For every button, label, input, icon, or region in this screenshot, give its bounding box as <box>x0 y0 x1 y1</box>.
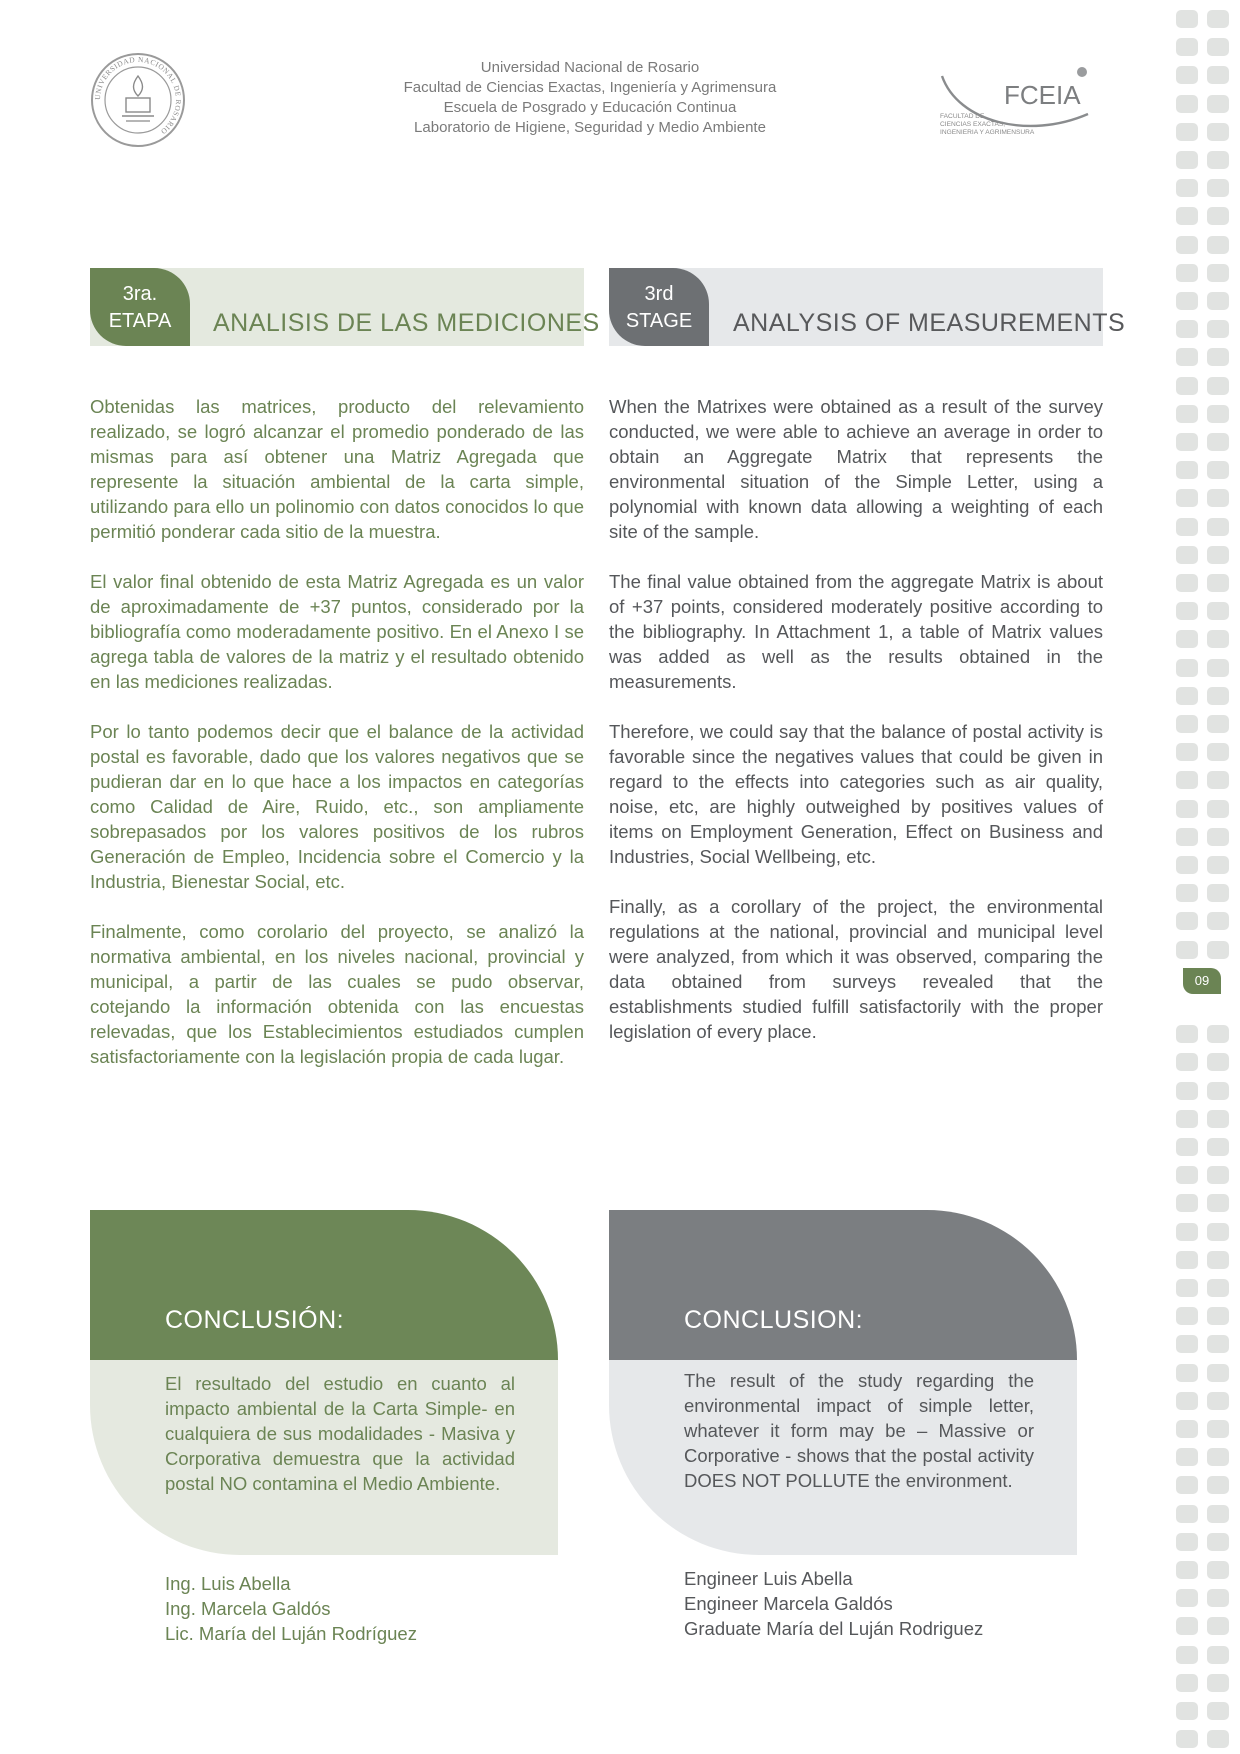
decorative-square <box>1207 1448 1229 1466</box>
english-conclusion-text: The result of the study regarding the environmental impact of simple letter, whatever it form may be – Massive or Corporative - shows that the postal activity DOES NOT POLLUTE the environment. <box>684 1370 1034 1491</box>
spanish-body-column <box>90 394 584 1094</box>
english-signature-line: Engineer Marcela Galdós <box>684 1593 893 1614</box>
decorative-square <box>1176 264 1198 282</box>
seal-text: UNIVERSIDAD NACIONAL DE ROSARIO <box>92 54 184 137</box>
decorative-square <box>1207 912 1229 930</box>
decorative-square <box>1176 433 1198 451</box>
decorative-square <box>1207 828 1229 846</box>
decorative-square <box>1176 1392 1198 1410</box>
decorative-square <box>1207 1392 1229 1410</box>
decorative-square <box>1207 1533 1229 1551</box>
decorative-square <box>1207 856 1229 874</box>
decorative-square <box>1207 95 1229 113</box>
english-conclusion-header <box>609 1210 1077 1360</box>
decorative-square <box>1207 1730 1229 1748</box>
decorative-square <box>1176 207 1198 225</box>
decorative-square <box>1176 1307 1198 1325</box>
decorative-square <box>1207 1223 1229 1241</box>
decorative-square <box>1176 38 1198 56</box>
decorative-square <box>1207 1589 1229 1607</box>
header-line-university: Universidad Nacional de Rosario <box>480 59 700 76</box>
decorative-square <box>1176 1194 1198 1212</box>
decorative-square <box>1176 659 1198 677</box>
decorative-square <box>1176 1420 1198 1438</box>
decorative-square <box>1207 1335 1229 1353</box>
decorative-square <box>1176 630 1198 648</box>
decorative-square <box>1176 348 1198 366</box>
decorative-square <box>1207 1364 1229 1382</box>
decorative-square <box>1176 1335 1198 1353</box>
university-seal-logo <box>90 52 186 148</box>
decorative-square <box>1207 659 1229 677</box>
logo-subtext-3: INGENIERIA Y AGRIMENSURA <box>940 129 1035 136</box>
decorative-square <box>1176 1702 1198 1720</box>
english-signatures <box>684 1566 983 1641</box>
decorative-square <box>1176 10 1198 28</box>
decorative-square <box>1207 151 1229 169</box>
decorative-square <box>1176 66 1198 84</box>
header-line-laboratory: Laboratorio de Higiene, Seguridad y Medio Ambiente <box>414 119 766 136</box>
english-body-column <box>609 394 1103 1069</box>
decorative-square <box>1176 1166 1198 1184</box>
logo-subtext-2: CIENCIAS EXACTAS, <box>940 121 1006 128</box>
decorative-square <box>1176 489 1198 507</box>
institution-header <box>380 58 800 138</box>
decorative-square <box>1176 1646 1198 1664</box>
decorative-square <box>1207 433 1229 451</box>
spanish-signature-line: Ing. Luis Abella <box>165 1573 291 1594</box>
decorative-square <box>1207 10 1229 28</box>
decorative-square <box>1207 1420 1229 1438</box>
decorative-square <box>1176 123 1198 141</box>
decorative-square <box>1207 1476 1229 1494</box>
decorative-square <box>1207 574 1229 592</box>
decorative-square <box>1207 1194 1229 1212</box>
decorative-square <box>1176 1223 1198 1241</box>
english-paragraph: The final value obtained from the aggregate Matrix is about of +37 points, considered moderately positive according to the bibliography. In Attachment 1, a table of Matrix values was added as well as the results obtained in the measurements. <box>609 571 1103 692</box>
spanish-paragraph: El valor final obtenido de esta Matriz Agregada es un valor de aproximadamente de +37 puntos, considerado por la bibliografía como moderadamente positivo. En el Anexo I se agrega tabla de valores de la matriz y el resultado obtenido en las mediciones realizadas. <box>90 571 584 692</box>
decorative-square <box>1176 1110 1198 1128</box>
decorative-square <box>1207 320 1229 338</box>
decorative-square <box>1176 828 1198 846</box>
decorative-square <box>1207 1307 1229 1325</box>
spanish-paragraph: Finalmente, como corolario del proyecto, se analizó la normativa ambiental, en los niveles nacional, provincial y municipal, a partir de las cuales se pudo observar, cotejando la información obtenida con las encuestas relevadas, que los Establecimientos estudiados cumplen satisfactoriamente con la legislación propia de cada lugar. <box>90 921 584 1067</box>
decorative-square <box>1176 800 1198 818</box>
spanish-conclusion-title: CONCLUSIÓN: <box>165 1306 345 1334</box>
english-signature-line: Engineer Luis Abella <box>684 1568 853 1589</box>
decorative-square <box>1207 1561 1229 1579</box>
decorative-square <box>1176 1448 1198 1466</box>
english-conclusion-title: CONCLUSION: <box>684 1306 864 1334</box>
decorative-square <box>1207 546 1229 564</box>
decorative-square <box>1207 941 1229 959</box>
decorative-square <box>1207 348 1229 366</box>
decorative-square <box>1176 856 1198 874</box>
decorative-square <box>1207 1279 1229 1297</box>
decorative-square <box>1207 715 1229 733</box>
decorative-square <box>1207 489 1229 507</box>
english-stage-label: STAGE <box>625 310 693 332</box>
decorative-square <box>1176 1279 1198 1297</box>
decorative-square <box>1207 461 1229 479</box>
decorative-square <box>1207 207 1229 225</box>
decorative-square <box>1207 1505 1229 1523</box>
decorative-square <box>1176 1025 1198 1043</box>
decorative-square <box>1176 602 1198 620</box>
decorative-square <box>1207 1674 1229 1692</box>
logo-wordmark: FCEIA <box>1004 80 1081 110</box>
decorative-square <box>1176 1533 1198 1551</box>
spanish-section-title: ANALISIS DE LAS MEDICIONES <box>213 309 600 337</box>
spanish-stage-label: ETAPA <box>108 310 172 332</box>
english-paragraph: Therefore, we could say that the balance of postal activity is favorable since the negatives values that could be given in regard to the effects into categories such as air quality, noise, etc, are highly outweighed by positives values of items on Employment Generation, Effect on Business and Industries, Social Wellbeing, etc. <box>609 721 1103 867</box>
decorative-square <box>1207 1166 1229 1184</box>
decorative-square <box>1207 179 1229 197</box>
decorative-square <box>1176 405 1198 423</box>
english-signature-line: Graduate María del Luján Rodriguez <box>684 1618 984 1639</box>
spanish-stage-tab <box>90 268 190 346</box>
decorative-square <box>1176 95 1198 113</box>
logo-subtext-1: FACULTAD DE <box>940 113 985 120</box>
decorative-square <box>1176 1505 1198 1523</box>
english-paragraph: When the Matrixes were obtained as a result of the survey conducted, we were able to achieve an average in order to obtain an Aggregate Matrix that represents the environmental situation of the Simple Letter, using a polynomial with known data allowing a weighting of each site of the sample. <box>609 396 1103 542</box>
decorative-square <box>1207 771 1229 789</box>
spanish-signatures <box>165 1571 417 1646</box>
decorative-square <box>1207 602 1229 620</box>
decorative-square <box>1207 1025 1229 1043</box>
decorative-square <box>1207 123 1229 141</box>
decorative-square <box>1207 884 1229 902</box>
decorative-square <box>1207 1138 1229 1156</box>
decorative-square <box>1207 236 1229 254</box>
decorative-square <box>1207 1082 1229 1100</box>
decorative-square <box>1207 1702 1229 1720</box>
spanish-stage-number: 3ra. <box>122 283 158 305</box>
decorative-square <box>1176 912 1198 930</box>
decorative-square <box>1176 941 1198 959</box>
decorative-square <box>1176 743 1198 761</box>
spanish-conclusion-header <box>90 1210 558 1360</box>
decorative-square <box>1176 179 1198 197</box>
header-line-faculty: Facultad de Ciencias Exactas, Ingeniería y Agrimensura <box>403 79 777 96</box>
decorative-square <box>1176 1674 1198 1692</box>
decorative-square <box>1207 264 1229 282</box>
decorative-square <box>1176 1053 1198 1071</box>
decorative-square <box>1176 574 1198 592</box>
decorative-square <box>1176 377 1198 395</box>
spanish-signature-line: Ing. Marcela Galdós <box>165 1598 331 1619</box>
decorative-square <box>1176 715 1198 733</box>
english-stage-tab <box>609 268 709 346</box>
decorative-square <box>1207 743 1229 761</box>
decorative-square <box>1176 151 1198 169</box>
decorative-square <box>1176 236 1198 254</box>
decorative-square <box>1176 546 1198 564</box>
decorative-square <box>1207 800 1229 818</box>
decorative-square <box>1207 377 1229 395</box>
spanish-paragraph: Por lo tanto podemos decir que el balance de la actividad postal es favorable, dado que los valores negativos que se pudieran dar en lo que hace a los impactos en categorías como Calidad de Aire, Ruido, etc., son ampliamente sobrepasados por los valores positivos de los rubros Generación de Empleo, Incidencia sobre el Comercio y la Industria, Bienestar Social, etc. <box>90 721 584 892</box>
decorative-square <box>1176 1476 1198 1494</box>
decorative-square <box>1176 884 1198 902</box>
decorative-square <box>1176 1138 1198 1156</box>
english-section-title: ANALYSIS OF MEASUREMENTS <box>733 309 1126 337</box>
decorative-square <box>1207 518 1229 536</box>
spanish-signature-line: Lic. María del Luján Rodríguez <box>165 1623 417 1644</box>
decorative-square <box>1207 66 1229 84</box>
decorative-square <box>1207 687 1229 705</box>
decorative-square <box>1207 1053 1229 1071</box>
decorative-square <box>1207 1251 1229 1269</box>
english-paragraph: Finally, as a corollary of the project, the environmental regulations at the national, provincial and municipal level were analyzed, from which it was observed, comparing the data obtained from surveys revealed that the establishments studied fulfill satisfactorily with the proper legislation of every place. <box>609 896 1103 1042</box>
decorative-square <box>1207 1110 1229 1128</box>
english-stage-number: 3rd <box>644 283 674 305</box>
decorative-square <box>1207 1646 1229 1664</box>
decorative-square <box>1176 1617 1198 1635</box>
decorative-square <box>1207 405 1229 423</box>
decorative-square <box>1176 1082 1198 1100</box>
decorative-square <box>1207 1617 1229 1635</box>
decorative-square <box>1207 292 1229 310</box>
decorative-square <box>1176 1364 1198 1382</box>
decorative-square <box>1176 771 1198 789</box>
fceia-logo <box>938 62 1098 144</box>
page-number-badge: 09 <box>1183 968 1221 994</box>
spanish-paragraph: Obtenidas las matrices, producto del relevamiento realizado, se logró alcanzar el promedio ponderado de las mismas para así obtener una Matriz Agregada que represente la situación ambiental de la carta simple, utilizando para ello un polinomio con datos conocidos lo que permitió ponderar cada sitio de la muestra. <box>90 396 584 542</box>
decorative-square <box>1207 38 1229 56</box>
decorative-square <box>1176 1589 1198 1607</box>
decorative-square <box>1176 1730 1198 1748</box>
decorative-square <box>1176 320 1198 338</box>
decorative-square <box>1176 687 1198 705</box>
header-line-school: Escuela de Posgrado y Educación Continua <box>443 99 737 116</box>
decorative-square <box>1207 630 1229 648</box>
decorative-square <box>1176 518 1198 536</box>
decorative-square <box>1176 461 1198 479</box>
decorative-square <box>1176 292 1198 310</box>
decorative-square <box>1176 1251 1198 1269</box>
decorative-square <box>1176 1561 1198 1579</box>
spanish-conclusion-text: El resultado del estudio en cuanto al impacto ambiental de la Carta Simple- en cualquiera de sus modalidades - Masiva y Corporativa demuestra que la actividad postal NO contamina el Medio Ambiente. <box>165 1373 515 1494</box>
